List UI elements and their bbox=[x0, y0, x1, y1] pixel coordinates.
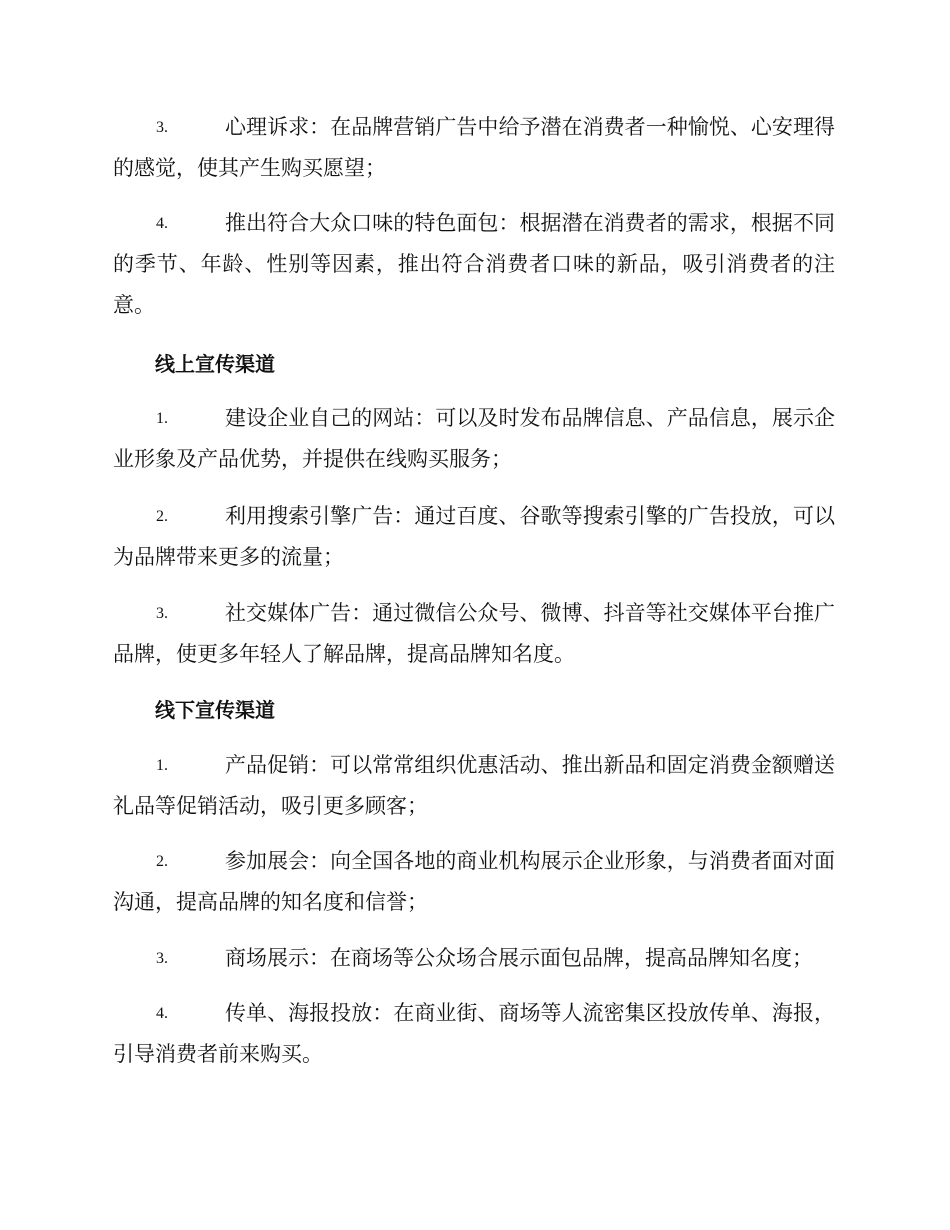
list-item-text: 参加展会：向全国各地的商业机构展示企业形象，与消费者面对面沟通，提高品牌的知名度和信誉； bbox=[113, 849, 835, 914]
list-item bbox=[113, 745, 835, 827]
list-item-number: 3. bbox=[156, 950, 168, 967]
list-item bbox=[113, 841, 835, 923]
list-item bbox=[113, 398, 835, 480]
list-item-number: 1. bbox=[156, 757, 168, 774]
list-item bbox=[113, 993, 835, 1075]
list-item-text: 心理诉求：在品牌营销广告中给予潜在消费者一种愉悦、心安理得的感觉，使其产生购买愿望； bbox=[113, 115, 835, 180]
list-item-text: 传单、海报投放：在商业街、商场等人流密集区投放传单、海报，引导消费者前来购买。 bbox=[113, 1001, 835, 1066]
list-item-text: 建设企业自己的网站：可以及时发布品牌信息、产品信息，展示企业形象及产品优势，并提供在线购买服务； bbox=[113, 406, 835, 471]
list-item-number: 1. bbox=[156, 410, 168, 427]
list-item-number: 2. bbox=[156, 508, 168, 525]
list-item-number: 2. bbox=[156, 853, 168, 870]
list-item-text: 商场展示：在商场等公众场合展示面包品牌，提高品牌知名度； bbox=[225, 946, 813, 970]
list-item-number: 4. bbox=[156, 1005, 168, 1022]
list-item bbox=[113, 938, 835, 979]
list-item-text: 产品促销：可以常常组织优惠活动、推出新品和固定消费金额赠送礼品等促销活动，吸引更多顾客； bbox=[113, 753, 835, 818]
list-item-number: 3. bbox=[156, 119, 168, 136]
list-item bbox=[113, 107, 835, 189]
list-item bbox=[113, 203, 835, 326]
list-item-text: 推出符合大众口味的特色面包：根据潜在消费者的需求，根据不同的季节、年龄、性别等因素，推出符合消费者口味的新品，吸引消费者的注意。 bbox=[113, 211, 835, 317]
section-heading: 线上宣传渠道 bbox=[155, 352, 275, 376]
list-item-text: 社交媒体广告：通过微信公众号、微博、抖音等社交媒体平台推广品牌，使更多年轻人了解品牌，提高品牌知名度。 bbox=[113, 601, 835, 666]
list-item bbox=[113, 496, 835, 578]
list-item bbox=[113, 593, 835, 675]
list-item-number: 3. bbox=[156, 605, 168, 622]
list-item-number: 4. bbox=[156, 215, 168, 232]
section-heading: 线下宣传渠道 bbox=[155, 698, 275, 722]
list-item-text: 利用搜索引擎广告：通过百度、谷歌等搜索引擎的广告投放，可以为品牌带来更多的流量； bbox=[113, 504, 835, 569]
